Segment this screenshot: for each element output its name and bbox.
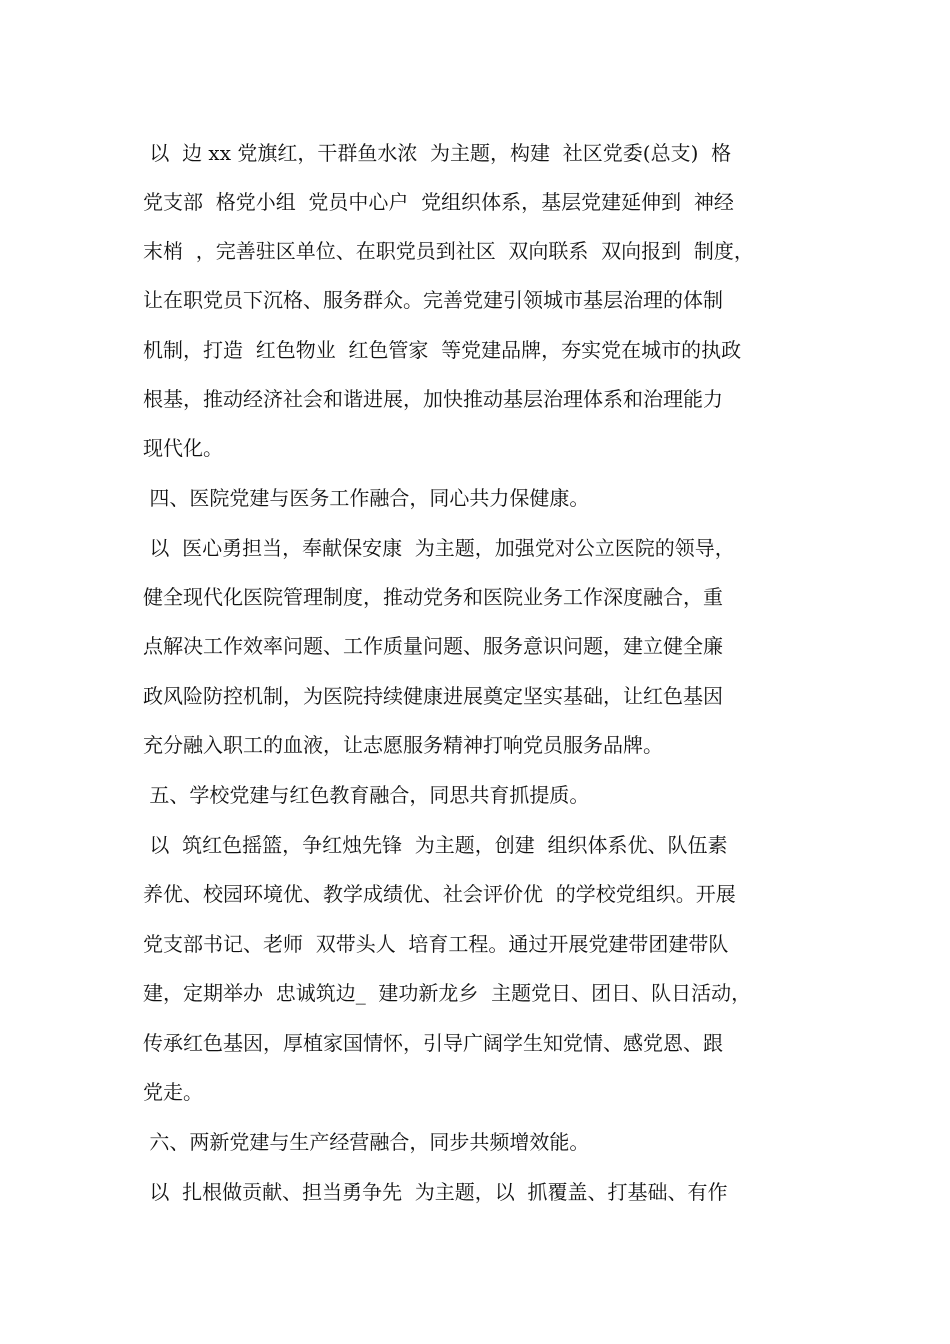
body-line: 建，定期举办 忠诚筑边_ 建功新龙乡 主题党日、团日、队日活动，	[143, 981, 752, 1005]
body-line: 以 筑红色摇篮，争红烛先锋 为主题，创建 组织体系优、队伍素	[143, 833, 728, 857]
body-line: 点解决工作效率问题、工作质量问题、服务意识问题，建立健全廉	[143, 634, 723, 658]
body-line: 政风险防控机制，为医院持续健康进展奠定坚实基础，让红色基因	[143, 684, 723, 708]
body-line: 让在职党员下沉格、服务群众。完善党建引领城市基层治理的体制	[143, 288, 723, 312]
body-line: 根基，推动经济社会和谐进展，加快推动基层治理体系和治理能力	[143, 387, 723, 411]
body-line: 以 边 xx 党旗红，干群鱼水浓 为主题，构建 社区党委(总支) 格	[143, 141, 732, 165]
body-line: 末梢 ，完善驻区单位、在职党员到社区 双向联系 双向报到 制度，	[143, 239, 754, 263]
body-line: 以 扎根做贡献、担当勇争先 为主题，以 抓覆盖、打基础、有作	[143, 1180, 728, 1204]
section-heading: 五、学校党建与红色教育融合，同思共育抓提质。	[143, 783, 590, 807]
body-line: 党支部 格党小组 党员中心户 党组织体系，基层党建延伸到 神经	[143, 190, 734, 214]
body-line: 充分融入职工的血液，让志愿服务精神打响党员服务品牌。	[143, 733, 663, 757]
body-line: 党支部书记、老师 双带头人 培育工程。通过开展党建带团建带队	[143, 932, 729, 956]
body-line: 机制，打造 红色物业 红色管家 等党建品牌，夯实党在城市的执政	[143, 338, 742, 362]
body-line: 养优、校园环境优、教学成绩优、社会评价优 的学校党组织。开展	[143, 882, 736, 906]
body-line: 以 医心勇担当，奉献保安康 为主题，加强党对公立医院的领导，	[143, 536, 735, 560]
body-line: 健全现代化医院管理制度，推动党务和医院业务工作深度融合，重	[143, 585, 723, 609]
section-heading: 六、两新党建与生产经营融合，同步共频增效能。	[143, 1130, 590, 1154]
body-line: 传承红色基因，厚植家国情怀，引导广阔学生知党情、感党恩、跟	[143, 1031, 723, 1055]
body-line: 党走。	[143, 1080, 203, 1104]
section-heading: 四、医院党建与医务工作融合，同心共力保健康。	[143, 486, 590, 510]
body-line: 现代化。	[143, 436, 223, 460]
